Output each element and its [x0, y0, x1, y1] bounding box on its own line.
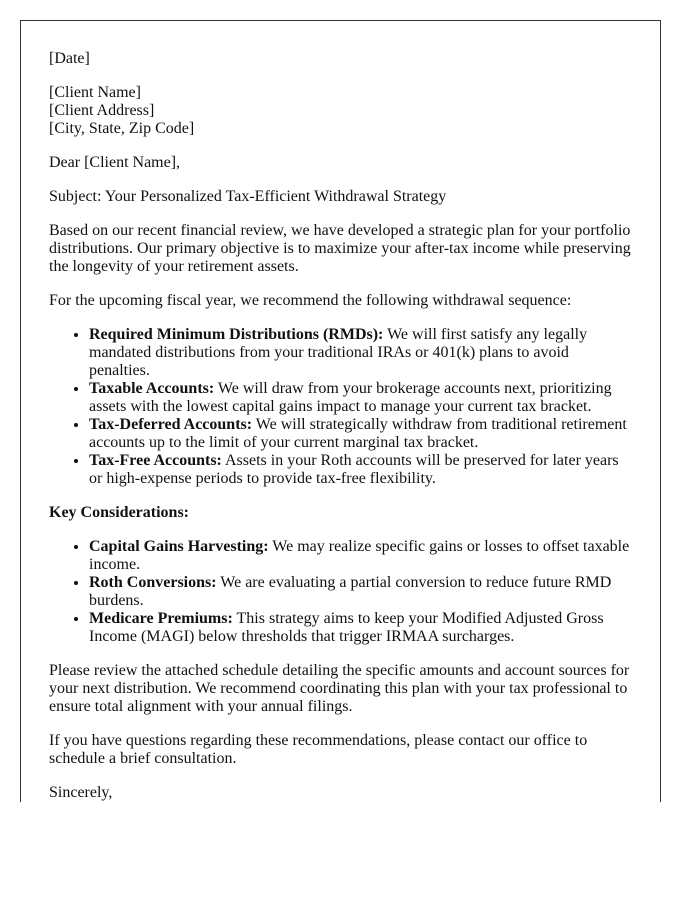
greeting: Dear [Client Name], [49, 154, 181, 171]
list-item: • Tax-Deferred Accounts: We will strategically withdraw from traditional retirement accounts up to the limit of your current marginal tax bracket. [89, 416, 632, 452]
client-name: [Client Name] [49, 84, 141, 101]
letter [20, 20, 661, 802]
questions-paragraph: If you have questions regarding these recommendations, please contact our office to schedule a brief consultation. [49, 732, 588, 767]
list-item: • Capital Gains Harvesting: We may realize specific gains or losses to offset taxable income. [89, 538, 632, 574]
list-item: • Medicare Premiums: This strategy aims to keep your Modified Adjusted Gross Income (MAGI) below thresholds that trigger IRMAA surcharges. [89, 610, 632, 646]
list-item: • Taxable Accounts: We will draw from your brokerage accounts next, prioritizing assets with the lowest capital gains impact to manage your current tax bracket. [89, 380, 632, 416]
list-item: • Roth Conversions: We are evaluating a partial conversion to reduce future RMD burdens. [89, 574, 632, 610]
client-address: [Client Address] [49, 102, 155, 119]
review-paragraph: Please review the attached schedule detailing the specific amounts and account sources for your next distribution. We recommend coordinating this plan with your tax professional to ensure total alignment with your annual filings. [49, 662, 630, 715]
subject: Subject: Your Personalized Tax-Efficient Withdrawal Strategy [49, 188, 447, 205]
withdrawal-sequence-list [49, 326, 632, 488]
recipient-address [49, 84, 632, 138]
closing: Sincerely, [49, 784, 113, 801]
sequence-intro: For the upcoming fiscal year, we recommend the following withdrawal sequence: [49, 292, 572, 309]
intro-paragraph: Based on our recent financial review, we have developed a strategic plan for your portfolio distributions. Our primary objective is to maximize your after-tax income while preserving the longevity of your retirement assets. [49, 222, 631, 275]
list-item: • Tax-Free Accounts: Assets in your Roth accounts will be preserved for later years or high-expense periods to provide tax-free flexibility. [89, 452, 632, 488]
considerations-heading: Key Considerations: [49, 504, 189, 521]
list-item: • Required Minimum Distributions (RMDs): We will first satisfy any legally mandated distributions from your traditional IRAs or 401(k) plans to avoid penalties. [89, 326, 632, 380]
considerations-list [49, 538, 632, 646]
date: [Date] [49, 50, 90, 67]
client-city: [City, State, Zip Code] [49, 120, 195, 137]
